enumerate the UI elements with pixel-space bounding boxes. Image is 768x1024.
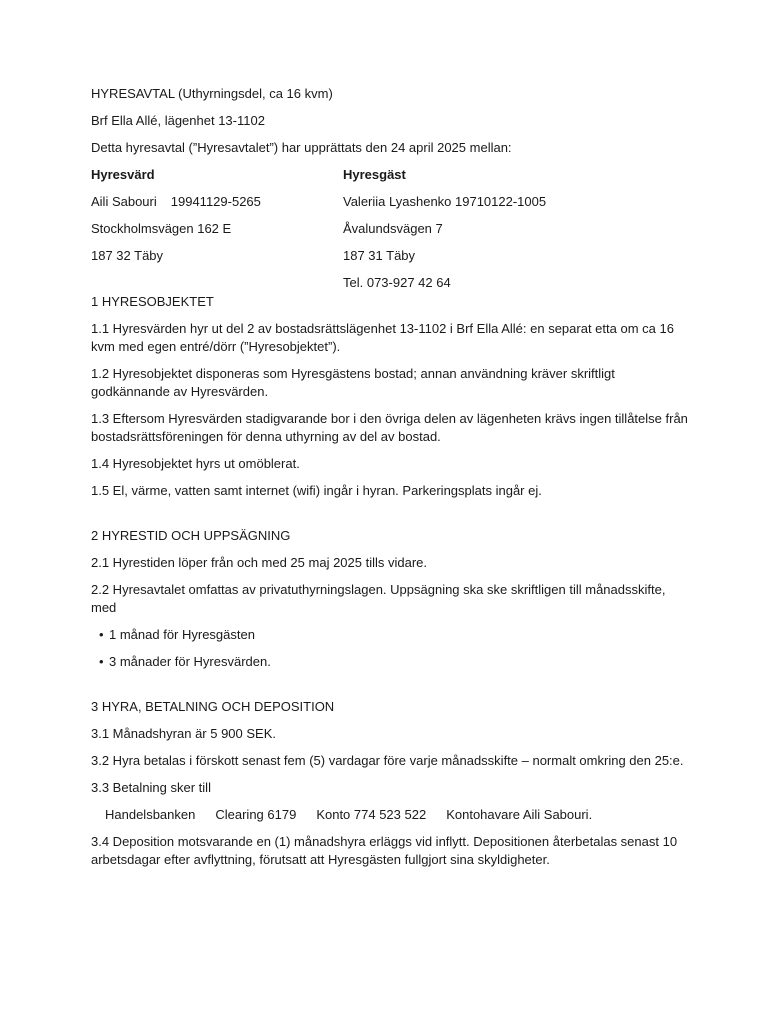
- section3-heading: 3 HYRA, BETALNING OCH DEPOSITION: [91, 699, 335, 714]
- section3-clause-3-3: 3.3 Betalning sker till: [91, 780, 211, 795]
- landlord-column: [91, 166, 261, 274]
- tenant-street: Åvalundsvägen 7: [343, 221, 443, 236]
- section1-clause-1-4: 1.4 Hyresobjektet hyrs ut omöblerat.: [91, 456, 300, 471]
- bank-account: Konto 774 523 522: [316, 807, 427, 822]
- section2-heading: 2 HYRESTID OCH UPPSÄGNING: [91, 528, 291, 543]
- landlord-heading: Hyresvärd: [91, 167, 155, 182]
- notice-period-list: [91, 626, 691, 671]
- section3-clause-3-1: 3.1 Månadshyran är 5 900 SEK.: [91, 726, 277, 741]
- section3-clause-3-2: 3.2 Hyra betalas i förskott senast fem (5) vardagar före varje månadsskifte – normalt omkring den 25:e.: [91, 753, 684, 768]
- landlord-name: Aili Sabouri: [91, 194, 157, 209]
- document-intro: Detta hyresavtal (”Hyresavtalet”) har upprättats den 24 april 2025 mellan:: [91, 140, 512, 155]
- landlord-postal: 187 32 Täby: [91, 248, 164, 263]
- tenant-phone: Tel. 073-927 42 64: [343, 275, 451, 290]
- document-subtitle: Brf Ella Allé, lägenhet 13-1102: [91, 113, 265, 128]
- section1-clause-1-3: 1.3 Eftersom Hyresvärden stadigvarande bor i den övriga delen av lägenheten krävs ingen tillåtelse från bostadsrättsföreningen för denna uthyrning av del av bostad.: [91, 411, 688, 444]
- list-item: • 1 månad för Hyresgästen: [99, 627, 255, 642]
- spacer: [91, 680, 691, 698]
- bullet-icon: •: [99, 627, 104, 642]
- bullet-icon: •: [99, 654, 104, 669]
- bank-name: Handelsbanken: [105, 807, 196, 822]
- spacer: [91, 509, 691, 527]
- document-title: HYRESAVTAL (Uthyrningsdel, ca 16 kvm): [91, 86, 333, 101]
- section1-clause-1-1: 1.1 Hyresvärden hyr ut del 2 av bostadsrättslägenhet 13-1102 i Brf Ella Allé: en separat etta om ca 16 kvm med egen entré/dörr (”Hyresobjektet”).: [91, 321, 674, 354]
- section2-clause-2-1: 2.1 Hyrestiden löper från och med 25 maj 2025 tills vidare.: [91, 555, 428, 570]
- landlord-street: Stockholmsvägen 162 E: [91, 221, 232, 236]
- bank-details: [91, 806, 691, 824]
- tenant-column: [343, 166, 546, 301]
- landlord-personal-id: 19941129-5265: [170, 194, 261, 209]
- list-item: • 3 månader för Hyresvärden.: [99, 654, 271, 669]
- bank-holder: Kontohavare Aili Sabouri.: [446, 807, 593, 822]
- section3-clause-3-4: 3.4 Deposition motsvarande en (1) månadshyra erläggs vid inflytt. Depositionen återbetalas senast 10 arbetsdagar efter avflyttning, förutsatt att Hyresgästen fullgjort sina skyldigheter.: [91, 834, 678, 867]
- landlord-name-row: [91, 193, 261, 211]
- section2-clause-2-2: 2.2 Hyresavtalet omfattas av privatuthyrningslagen. Uppsägning ska ske skriftligen till månadsskifte, med: [91, 582, 666, 615]
- tenant-name-id: Valeriia Lyashenko 19710122-1005: [343, 194, 547, 209]
- tenant-heading: Hyresgäst: [343, 167, 406, 182]
- section1-clause-1-2: 1.2 Hyresobjektet disponeras som Hyresgästens bostad; annan användning kräver skriftligt godkännande av Hyresvärden.: [91, 366, 615, 399]
- parties-block: [91, 166, 691, 290]
- tenant-postal: 187 31 Täby: [343, 248, 416, 263]
- document-page: [91, 85, 691, 878]
- bank-clearing: Clearing 6179: [215, 807, 297, 822]
- section1-clause-1-5: 1.5 El, värme, vatten samt internet (wifi) ingår i hyran. Parkeringsplats ingår ej.: [91, 483, 542, 498]
- section1-heading: 1 HYRESOBJEKTET: [91, 294, 214, 309]
